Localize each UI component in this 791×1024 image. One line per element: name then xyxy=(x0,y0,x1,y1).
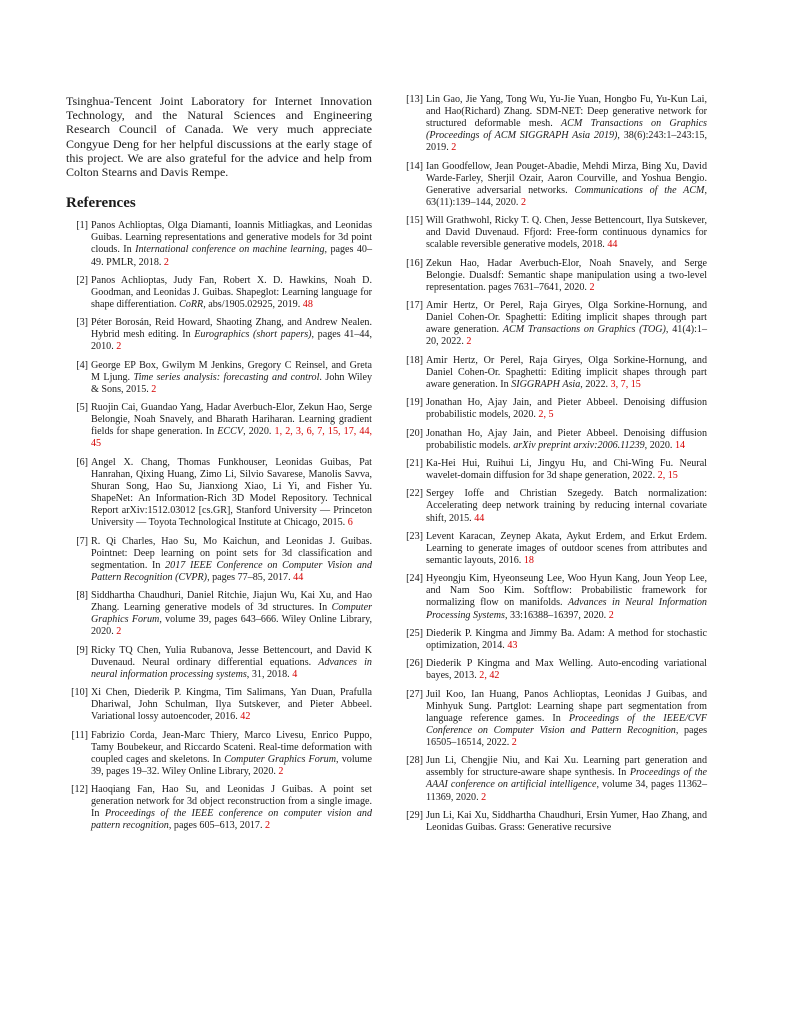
reference-text: Jonathan Ho, Ajay Jain, and Pieter Abbeel. Denoising diffusion probabilistic models. xyxy=(426,427,707,451)
reference-text-tail: , 2020. xyxy=(243,426,275,438)
reference-text: Levent Karacan, Zeynep Akata, Aykut Erdem, and Erkut Erdem. Learning to generate images of outdoor scenes from attributes and semantic layouts, 2016. xyxy=(426,530,707,566)
reference-venue: CoRR xyxy=(179,298,204,310)
reference-number: [16] xyxy=(406,257,423,269)
reference-number: [17] xyxy=(406,300,423,312)
backref-links[interactable]: 2 xyxy=(481,791,487,803)
reference-text: Juil Koo, Ian Huang, Panos Achlioptas, Leonidas J Guibas, and Minhyuk Sung. Partglot: Learning shape part segmentation from language reference games. In xyxy=(426,688,707,724)
reference-number: [2] xyxy=(76,274,88,286)
reference-text: Diederik P Kingma and Max Welling. Auto-encoding variational bayes, 2013. xyxy=(426,658,707,682)
reference-number: [8] xyxy=(76,590,88,602)
reference-entry xyxy=(66,536,372,584)
backref-links[interactable]: 2, 15 xyxy=(657,470,678,482)
reference-number: [9] xyxy=(76,644,88,656)
reference-number: [27] xyxy=(406,688,423,700)
reference-venue: 2017 IEEE Conference on Computer Vision and Pattern Recognition (CVPR) xyxy=(91,559,372,583)
reference-number: [14] xyxy=(406,160,423,172)
backref-links[interactable]: 43 xyxy=(507,639,518,651)
reference-venue: SIGGRAPH Asia xyxy=(511,378,581,390)
reference-number: [12] xyxy=(71,784,88,796)
reference-text-tail: , 2022. xyxy=(580,378,611,390)
reference-text: Panos Achlioptas, Olga Diamanti, Ioannis Mitliagkas, and Leonidas Guibas. Learning representations and generative models for 3d point clouds. In xyxy=(91,220,372,256)
backref-links[interactable]: 2, 42 xyxy=(479,670,500,682)
reference-text-tail: , abs/1905.02925, 2019. xyxy=(203,298,303,310)
reference-venue: ECCV xyxy=(217,426,244,438)
reference-text: Sergey Ioffe and Christian Szegedy. Batch normalization: Accelerating deep network training by reducing internal covariate shift, 2015. xyxy=(426,488,707,524)
reference-text: Jun Li, Chengjie Niu, and Kai Xu. Learning part generation and assembly for structure-aware shape synthesis. In xyxy=(426,755,707,779)
reference-text: Siddhartha Chaudhuri, Daniel Ritchie, Jiajun Wu, Kai Xu, and Hao Zhang. Learning generative models of 3d structures. In xyxy=(91,590,372,614)
reference-list-right xyxy=(401,94,707,834)
reference-text-tail: , volume 39, pages 643–666. Wiley Online Library, 2020. xyxy=(91,614,372,638)
backref-links[interactable]: 2, 5 xyxy=(538,409,554,421)
backref-links[interactable]: 3, 7, 15 xyxy=(610,378,641,390)
reference-number: [18] xyxy=(406,354,423,366)
reference-number: [10] xyxy=(71,687,88,699)
reference-text-tail: , volume 34, pages 11362–11369, 2020. xyxy=(426,779,708,803)
reference-text-tail: , pages 41–44, 2010. xyxy=(91,329,372,353)
reference-number: [25] xyxy=(406,627,423,639)
reference-entry xyxy=(401,658,707,682)
reference-entry xyxy=(401,258,707,294)
left-column xyxy=(66,94,372,839)
reference-entry xyxy=(66,457,372,530)
reference-venue: Communications of the ACM xyxy=(574,184,705,196)
backref-links[interactable]: 2 xyxy=(151,383,157,395)
backref-links[interactable]: 44 xyxy=(293,571,304,583)
backref-links[interactable]: 2 xyxy=(589,281,595,293)
reference-entry xyxy=(66,645,372,681)
reference-text-tail: , 38(6):243:1–243:15, 2019. xyxy=(426,130,707,154)
reference-entry xyxy=(66,730,372,778)
reference-number: [7] xyxy=(76,535,88,547)
reference-venue: Time series analysis: forecasting and control xyxy=(133,371,320,383)
reference-entry xyxy=(401,397,707,421)
reference-number: [15] xyxy=(406,215,423,227)
right-column xyxy=(401,94,707,840)
reference-text-tail: , pages 40–49. PMLR, 2018. xyxy=(91,244,372,268)
reference-text-tail: , pages 77–85, 2017. xyxy=(207,571,294,583)
backref-links[interactable]: 48 xyxy=(302,298,313,310)
reference-entry xyxy=(401,628,707,652)
reference-text: Hyeongju Kim, Hyeonseung Lee, Woo Hyun Kang, Joun Yeop Lee, and Nam Soo Kim. Softflow: Probabilistic framework for normalizing flow on manifolds. xyxy=(426,573,707,609)
reference-text-tail: , 33:16388–16397, 2020. xyxy=(504,609,609,621)
reference-text: Jun Li, Kai Xu, Siddhartha Chaudhuri, Ersin Yumer, Hao Zhang, and Leonidas Guibas. Grass: Generative recursive xyxy=(426,809,707,833)
reference-text: Jonathan Ho, Ajay Jain, and Pieter Abbeel. Denoising diffusion probabilistic models, 2020. xyxy=(426,397,707,421)
reference-number: [13] xyxy=(406,94,423,105)
acknowledgment-text: Tsinghua-Tencent Joint Laboratory for Internet Innovation Technology, and the Natural Sciences and Engineering Research Council of Canada. We very much appreciate Congyue Deng for her helpful discussions at the early stage of this project. We are also grateful for the advice and help from Colton Stearns and Davis Rempe. xyxy=(66,94,372,180)
reference-entry xyxy=(66,317,372,353)
reference-number: [22] xyxy=(406,488,423,500)
reference-number: [26] xyxy=(406,658,423,670)
reference-text-tail: , 41(4):1–20, 2022. xyxy=(426,324,707,348)
reference-number: [29] xyxy=(406,809,423,821)
reference-venue: International conference on machine learning xyxy=(135,244,325,256)
reference-number: [6] xyxy=(76,456,88,468)
backref-links[interactable]: 2 xyxy=(116,341,122,353)
reference-text-tail: , 31, 2018. xyxy=(246,668,293,680)
reference-venue: Computer Graphics Forum xyxy=(224,753,337,765)
reference-entry xyxy=(66,360,372,396)
reference-text: Angel X. Chang, Thomas Funkhouser, Leonidas Guibas, Pat Hanrahan, Qixing Huang, Zimo Li, Silvio Savarese, Manolis Savva, Shuran Song, Hao Su, Jianxiong Xiao, Li Yi, and Fisher Yu. ShapeNet: An Information-Rich 3D Model Repository. Technical Report arXiv:1512.03012 [cs.GR], Stanford University — Princeton University — Toyota Technological Institute at Chicago, 2015. xyxy=(91,456,372,529)
reference-number: [1] xyxy=(76,220,88,232)
reference-number: [4] xyxy=(76,359,88,371)
reference-text: Lin Gao, Jie Yang, Tong Wu, Yu-Jie Yuan, Hongbo Fu, Yu-Kun Lai, and Hao(Richard) Zhang. SDM-NET: Deep generative network for structured deformable mesh. xyxy=(426,94,707,130)
reference-entry xyxy=(401,300,707,348)
reference-text: Fabrizio Corda, Jean-Marc Thiery, Marco Livesu, Enrico Puppo, Tamy Boubekeur, and Riccardo Scateni. Real-time deformation with coupled cages and skeletons. In xyxy=(91,729,372,765)
backref-links[interactable]: 6 xyxy=(347,517,353,529)
reference-text: Amir Hertz, Or Perel, Raja Giryes, Olga Sorkine-Hornung, and Daniel Cohen-Or. Spaghetti: Editing implicit shapes through part aware generation. xyxy=(426,300,707,336)
reference-text: Ruojin Cai, Guandao Yang, Hadar Averbuch-Elor, Zekun Hao, Serge Belongie, Noah Snavely, and Bharath Hariharan. Learning gradient fields for shape generation. In xyxy=(91,402,372,438)
references-heading: References xyxy=(66,195,136,212)
reference-venue: Proceedings of the IEEE conference on computer vision and pattern recognition xyxy=(91,808,372,832)
reference-venue: arXiv preprint arxiv:2006.11239 xyxy=(513,439,645,451)
backref-links[interactable]: 1, 2, 3, 6, 7, 15, 17, 44, 45 xyxy=(91,426,373,450)
reference-text: Will Grathwohl, Ricky T. Q. Chen, Jesse Bettencourt, Ilya Sutskever, and David Duvenaud. Ffjord: Free-form continuous dynamics for scalable reversible generative models, 2018. xyxy=(426,215,707,251)
reference-entry xyxy=(401,458,707,482)
reference-number: [5] xyxy=(76,402,88,414)
reference-text-tail: , 63(11):139–144, 2020. xyxy=(426,184,707,208)
backref-links[interactable]: 2 xyxy=(451,142,457,154)
reference-entry xyxy=(401,161,707,209)
reference-text-tail: , 2020. xyxy=(644,439,675,451)
reference-entry xyxy=(401,215,707,251)
reference-text: Ricky TQ Chen, Yulia Rubanova, Jesse Bettencourt, and David K Duvenaud. Neural ordinary differential equations. xyxy=(91,644,372,668)
reference-entry xyxy=(401,573,707,621)
reference-venue: ACM Transactions on Graphics (TOG) xyxy=(502,324,666,336)
reference-text: Diederik P. Kingma and Jimmy Ba. Adam: A method for stochastic optimization, 2014. xyxy=(426,627,707,651)
backref-links[interactable]: 2 xyxy=(116,626,122,638)
reference-entry xyxy=(401,94,707,154)
reference-text-tail: , pages 16505–16514, 2022. xyxy=(426,724,707,748)
backref-links[interactable]: 18 xyxy=(523,554,534,566)
reference-text-tail: , volume 39, pages 19–32. Wiley Online Library, 2020. xyxy=(91,753,372,777)
reference-number: [19] xyxy=(406,397,423,409)
backref-links[interactable]: 2 xyxy=(511,736,517,748)
reference-venue: Advances in Neural Information Processing Systems xyxy=(426,597,707,621)
reference-text: George EP Box, Gwilym M Jenkins, Gregory C Reinsel, and Greta M Ljung. xyxy=(91,359,372,383)
reference-list-left xyxy=(66,220,372,832)
reference-number: [24] xyxy=(406,573,423,585)
reference-number: [3] xyxy=(76,317,88,329)
reference-text-tail: . John Wiley & Sons, 2015. xyxy=(91,371,373,395)
reference-entry xyxy=(401,810,707,834)
reference-entry xyxy=(66,784,372,832)
reference-number: [23] xyxy=(406,530,423,542)
reference-entry xyxy=(66,687,372,723)
reference-venue: Computer Graphics Forum xyxy=(91,602,372,626)
reference-text-tail: , pages 605–613, 2017. xyxy=(168,820,266,832)
reference-entry xyxy=(66,590,372,638)
reference-number: [11] xyxy=(71,729,88,741)
reference-number: [20] xyxy=(406,427,423,439)
reference-text: Péter Borosán, Reid Howard, Shaoting Zhang, and Andrew Nealen. Hybrid mesh editing. In xyxy=(91,317,372,341)
reference-text: Ka-Hei Hui, Ruihui Li, Jingyu Hu, and Chi-Wing Fu. Neural wavelet-domain diffusion for 3d shape generation, 2022. xyxy=(426,457,707,482)
reference-text: Panos Achlioptas, Judy Fan, Robert X. D. Hawkins, Noah D. Goodman, and Leonidas J. Guibas. Shapeglot: Learning language for shape differentiation. xyxy=(91,274,372,310)
reference-entry xyxy=(66,220,372,268)
reference-venue: Advances in neural information processing systems xyxy=(91,656,372,680)
reference-venue: Eurographics (short papers) xyxy=(194,329,312,341)
reference-venue: Proceedings of the AAAI conference on artificial intelligence xyxy=(426,767,708,791)
reference-entry xyxy=(401,355,707,391)
backref-links[interactable]: 14 xyxy=(674,439,686,451)
reference-text: Xi Chen, Diederik P. Kingma, Tim Salimans, Yan Duan, Prafulla Dhariwal, John Schulman, Ilya Sutskever, and Pieter Abbeel. Variational lossy autoencoder, 2016. xyxy=(91,687,372,723)
backref-links[interactable]: 44 xyxy=(474,512,485,524)
reference-number: [21] xyxy=(406,457,423,469)
reference-number: [28] xyxy=(406,755,423,767)
reference-entry xyxy=(401,531,707,567)
backref-links[interactable]: 44 xyxy=(607,239,618,251)
reference-entry xyxy=(401,428,707,452)
reference-text: Zekun Hao, Hadar Averbuch-Elor, Noah Snavely, and Serge Belongie. Dualsdf: Semantic shape manipulation using a two-level representation. pages 7631–7641, 2020. xyxy=(426,257,707,293)
reference-entry xyxy=(66,402,372,450)
backref-links[interactable]: 2 xyxy=(520,196,526,208)
backref-links[interactable]: 2 xyxy=(163,256,169,268)
backref-links[interactable]: 2 xyxy=(278,765,284,777)
reference-venue: ACM Transactions on Graphics (Proceedings of ACM SIGGRAPH Asia 2019) xyxy=(426,118,707,142)
reference-entry xyxy=(401,488,707,524)
reference-entry xyxy=(401,689,707,749)
reference-venue: Proceedings of the IEEE/CVF Conference on Computer Vision and Pattern Recognition xyxy=(426,712,708,736)
backref-links[interactable]: 42 xyxy=(240,711,251,723)
reference-text: Ian Goodfellow, Jean Pouget-Abadie, Mehdi Mirza, Bing Xu, David Warde-Farley, Sherjil Ozair, Aaron Courville, and Yoshua Bengio. Generative adversarial networks. xyxy=(426,160,707,196)
reference-text: Haoqiang Fan, Hao Su, and Leonidas J Guibas. A point set generation network for 3d object reconstruction from a single image. In xyxy=(91,784,372,820)
reference-entry xyxy=(401,755,707,803)
backref-links[interactable]: 4 xyxy=(292,668,298,680)
reference-entry xyxy=(66,275,372,311)
backref-links[interactable]: 2 xyxy=(265,820,271,832)
backref-links[interactable]: 2 xyxy=(466,336,472,348)
reference-text: Amir Hertz, Or Perel, Raja Giryes, Olga Sorkine-Hornung, and Daniel Cohen-Or. Spaghetti: Editing implicit shapes through part aware generation. In xyxy=(426,354,707,390)
reference-text: R. Qi Charles, Hao Su, Mo Kaichun, and Leonidas J. Guibas. Pointnet: Deep learning on point sets for 3d classification and segmentation. In xyxy=(91,535,372,571)
backref-links[interactable]: 2 xyxy=(608,609,614,621)
